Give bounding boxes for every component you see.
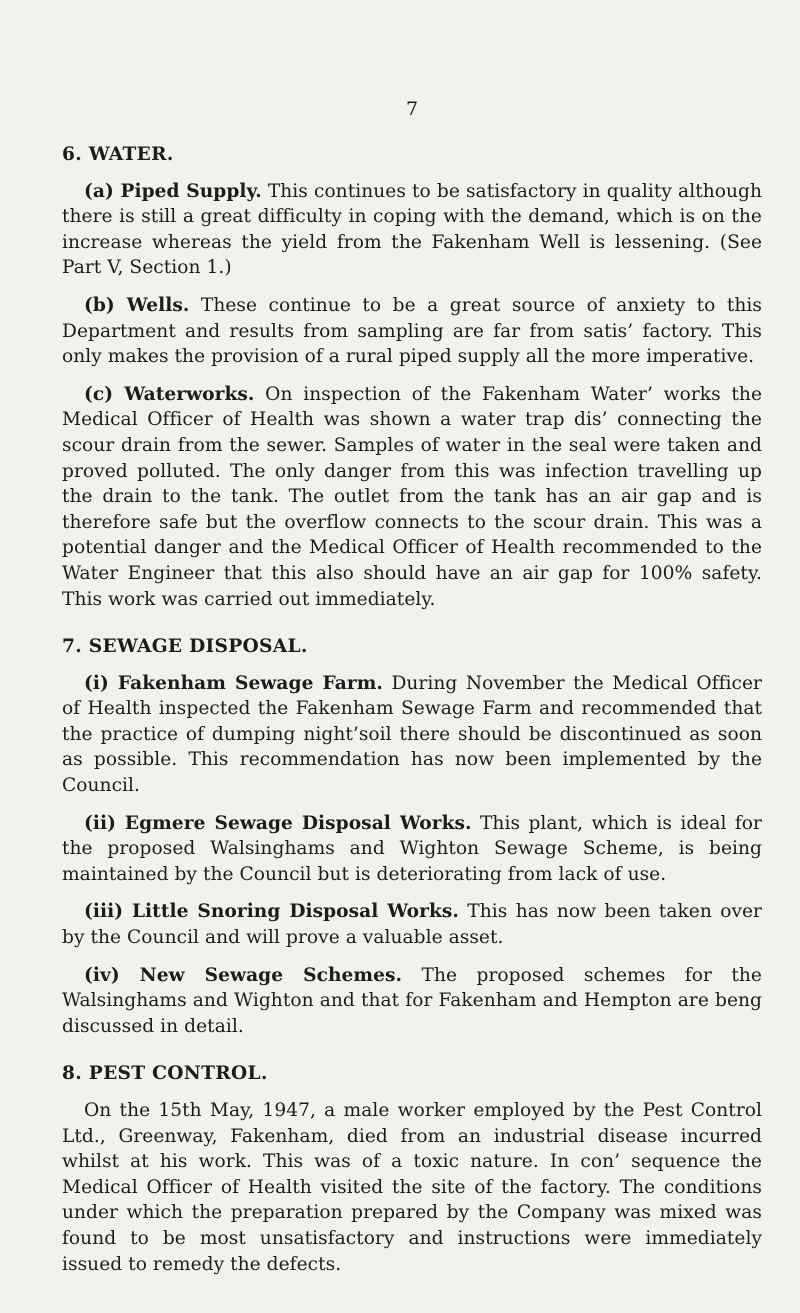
section-heading: 6. WATER.	[62, 144, 174, 165]
paragraph-label: (b) Wells.	[84, 294, 190, 316]
paragraph-text: The proposed schemes for the Walsinghams and Wighton and that for Fakenham and Hempton are beng discussed in detail.	[62, 964, 762, 1037]
paragraph-egmere-works	[62, 811, 762, 888]
paragraph-text: This continues to be satisfactory in quality although there is still a great difficulty in coping with the demand, which is on the increase whereas the yield from the Fakenham Well is lessening. (See Part V, Section 1.)	[62, 180, 762, 279]
section-heading: 8. PEST CONTROL.	[62, 1063, 268, 1085]
paragraph-text: On inspection of the Fakenham Water’ works the Medical Officer of Health was shown a water trap dis’ connecting the scour drain from the sewer. Samples of water in the seal were taken and proved polluted. The only danger from this was infection travelling up the drain to the tank. The outlet from the tank has an air gap and is therefore safe but the overflow connects to the scour drain. This was a potential danger and the Medical Officer of Health recommended to the Water Engineer that this also should have an air gap for 100% safety. This work was carried out immediately.	[62, 383, 762, 610]
paragraph-text: These continue to be a great source of anxiety to this Department and results from sampling are far from satis’ factory. This only makes the provision of a rural piped supply all the more imperative.	[62, 294, 763, 368]
paragraph-label: (iv) New Sewage Schemes.	[84, 964, 403, 986]
paragraph-label: (iii) Little Snoring Disposal Works.	[84, 901, 459, 923]
page-number: 7	[405, 98, 419, 120]
paragraph-piped-supply	[62, 179, 762, 281]
paragraph-text: During November the Medical Officer of Health inspected the Fakenham Sewage Farm and recommended that the practice of dumping night’soil there should be discontinued as soon as possible. This recommendation has now been implemented by the Council.	[62, 672, 762, 797]
paragraph-label: (c) Waterworks.	[84, 383, 255, 405]
paragraph-little-snoring-works	[62, 899, 762, 950]
section-pest-control	[62, 1061, 762, 1277]
paragraph-pest-control	[62, 1098, 762, 1277]
paragraph-label: (i) Fakenham Sewage Farm.	[84, 672, 383, 694]
section-sewage-disposal	[62, 634, 762, 1039]
section-heading: 7. SEWAGE DISPOSAL.	[62, 636, 308, 658]
paragraph-label: (a) Piped Supply.	[84, 180, 262, 202]
paragraph-text: This plant, which is ideal for the proposed Walsinghams and Wighton Sewage Scheme, is being maintained by the Council but is deteriorating from lack of use.	[62, 812, 762, 885]
paragraph-label: (ii) Egmere Sewage Disposal Works.	[84, 812, 472, 834]
paragraph-fakenham-sewage-farm	[62, 671, 762, 799]
document-body	[62, 142, 762, 1299]
paragraph-waterworks	[62, 382, 762, 612]
paragraph-new-sewage-schemes	[62, 963, 762, 1040]
paragraph-wells	[62, 293, 762, 370]
paragraph-text: This has now been taken over by the Council and will prove a valuable asset.	[62, 901, 762, 949]
section-water	[62, 142, 762, 612]
paragraph-text: On the 15th May, 1947, a male worker employed by the Pest Control Ltd., Greenway, Fakenham, died from an industrial disease incurred whilst at his work. This was of a toxic nature. In con’ sequence the Medical Officer of Health visited the site of the factory. The conditions under which the preparation prepared by the Company was mixed was found to be most unsatisfactory and instructions were immediately issued to remedy the defects.	[62, 1100, 762, 1275]
